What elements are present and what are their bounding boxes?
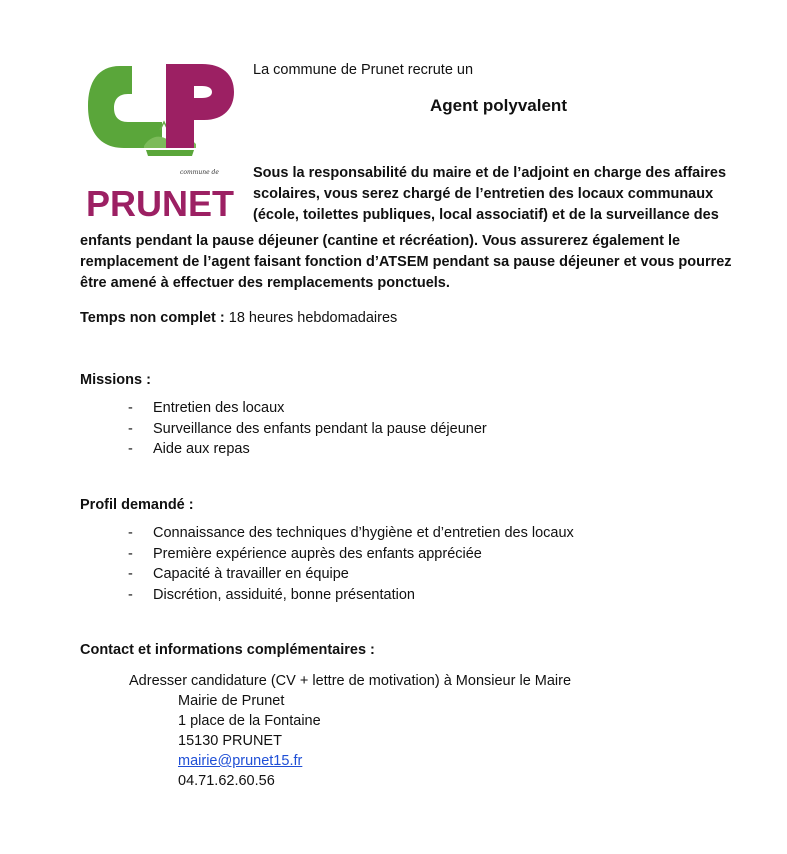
logo-small-text: commune de xyxy=(180,169,219,176)
list-item: - Entretien des locaux xyxy=(128,398,487,419)
bullet-dash: - xyxy=(128,420,133,437)
contact-heading: Contact et informations complémentaires : xyxy=(80,642,375,658)
work-time-label: Temps non complet : xyxy=(80,310,225,326)
description-line: enfants pendant la pause déjeuner (cantine et récréation). Vous assurerez également le xyxy=(80,233,681,249)
list-item: - Discrétion, assiduité, bonne présentation xyxy=(128,585,574,606)
description-line: Sous la responsabilité du maire et de l’adjoint en charge des affaires xyxy=(253,165,727,181)
bullet-dash: - xyxy=(128,545,133,562)
address-line: 15130 PRUNET xyxy=(178,733,282,749)
phone-number: 04.71.62.60.56 xyxy=(178,773,275,789)
list-item: - Capacité à travailler en équipe xyxy=(128,564,574,585)
profil-list xyxy=(128,523,574,605)
work-time xyxy=(80,310,397,326)
bullet-dash: - xyxy=(128,566,133,582)
bullet-dash: - xyxy=(128,441,133,457)
list-item: - Surveillance des enfants pendant la pause déjeuner xyxy=(128,419,487,440)
address-line: Mairie de Prunet xyxy=(178,693,285,709)
prunet-logo xyxy=(84,64,236,220)
logo-wordmark: PRUNET xyxy=(86,183,235,220)
job-title: Agent polyvalent xyxy=(430,96,567,115)
description-line: scolaires, vous serez chargé de l’entretien des locaux communaux xyxy=(253,186,714,202)
contact-address xyxy=(178,691,321,791)
bullet-dash: - xyxy=(128,525,133,541)
missions-list xyxy=(128,398,487,460)
list-item: - Aide aux repas xyxy=(128,439,487,460)
address-line: 1 place de la Fontaine xyxy=(178,713,321,729)
contact-instruction: Adresser candidature (CV + lettre de motivation) à Monsieur le Maire xyxy=(129,673,572,689)
intro-text: La commune de Prunet recrute un xyxy=(253,62,474,78)
description-bottom xyxy=(80,231,744,294)
email-link[interactable]: mairie@prunet15.fr xyxy=(178,753,303,769)
description-line: remplacement de l’agent faisant fonction d’ATSEM pendant sa pause déjeuner et vous pourrez xyxy=(80,254,732,270)
description-line: être amené à effectuer des remplacements ponctuels. xyxy=(80,275,450,291)
list-item: - Première expérience auprès des enfants appréciée xyxy=(128,544,574,565)
missions-heading: Missions : xyxy=(80,372,151,388)
work-time-value: 18 heures hebdomadaires xyxy=(224,310,398,326)
description-top xyxy=(253,163,744,226)
profil-heading: Profil demandé : xyxy=(80,497,194,513)
bullet-dash: - xyxy=(128,400,133,416)
list-item: - Connaissance des techniques d’hygiène et d’entretien des locaux xyxy=(128,523,574,544)
bullet-dash: - xyxy=(128,586,133,603)
description-line: (école, toilettes publiques, local associatif) et de la surveillance des xyxy=(253,207,719,223)
